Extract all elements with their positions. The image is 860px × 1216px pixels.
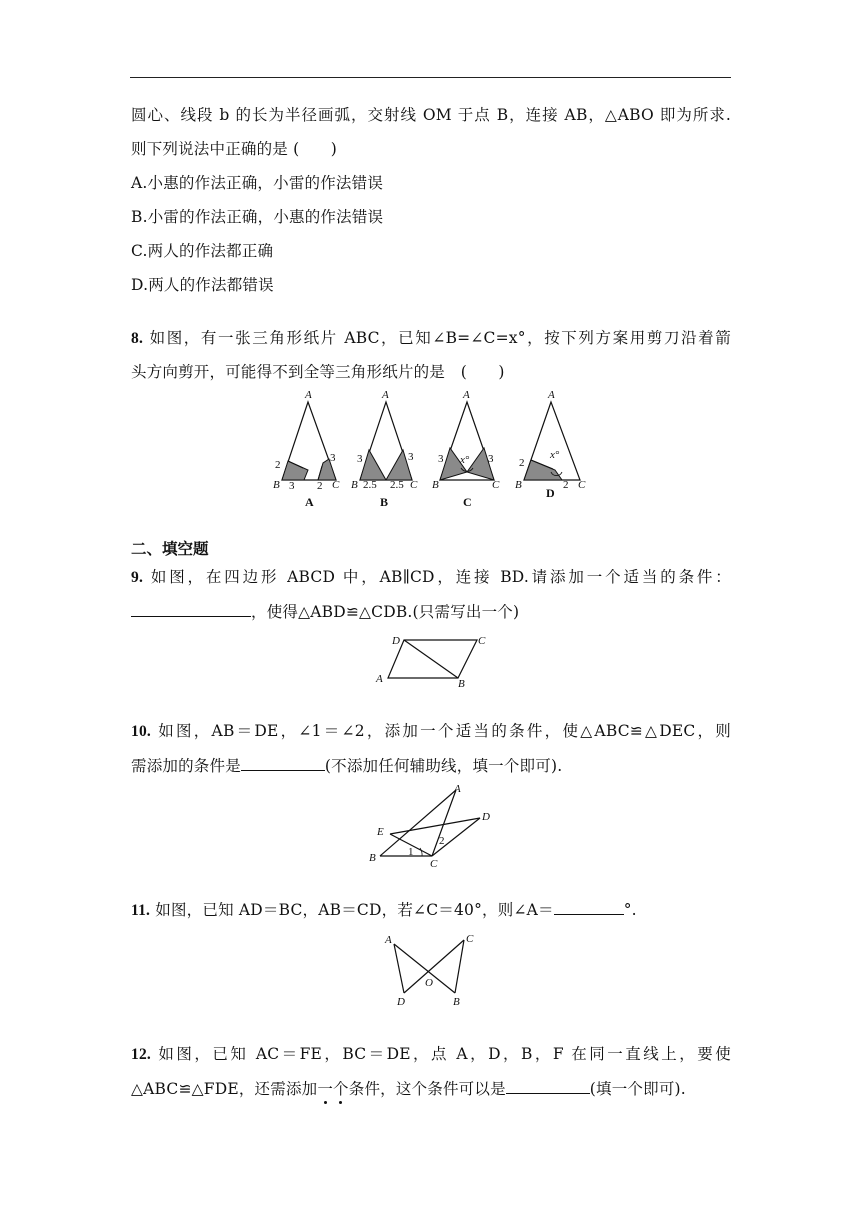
q9-number: 9. bbox=[131, 569, 144, 586]
vertex-label: A bbox=[463, 389, 470, 401]
emphasis-dot bbox=[339, 1101, 342, 1104]
vertex-label: A bbox=[385, 934, 392, 946]
length-label: 2.5 bbox=[390, 479, 404, 491]
q8-panel-d bbox=[515, 389, 586, 500]
vertex-label: C bbox=[578, 479, 586, 491]
q12-text1: 如图，已知 AC＝FE，BC＝DE，点 A，D，B，F 在同一直线上，要使 bbox=[158, 1045, 731, 1063]
vertex-label: D bbox=[482, 811, 490, 823]
q10-line1 bbox=[131, 720, 731, 743]
vertex-label: B bbox=[351, 479, 358, 491]
panel-label: C bbox=[463, 495, 472, 509]
section-title: 二、填空题 bbox=[131, 539, 209, 558]
length-label: 2 bbox=[317, 480, 323, 492]
header-rule bbox=[130, 77, 731, 78]
q10-figure bbox=[362, 782, 502, 872]
q11-text2: °. bbox=[623, 901, 637, 919]
q8-line2: 头方向剪开，可能得不到全等三角形纸片的是 ( ) bbox=[131, 363, 505, 381]
vertex-label: B bbox=[369, 852, 376, 864]
vertex-label: C bbox=[466, 933, 474, 945]
vertex-label: B bbox=[458, 678, 465, 690]
q9-figure bbox=[370, 630, 500, 690]
q12-number: 12. bbox=[131, 1046, 151, 1063]
angle-label: 2 bbox=[439, 835, 445, 847]
vertex-label: A bbox=[305, 389, 312, 401]
emphasis-dot bbox=[324, 1101, 327, 1104]
q7-option-c[interactable]: C.两人的作法都正确 bbox=[131, 242, 274, 260]
q11-number: 11. bbox=[131, 902, 151, 919]
length-label: 2 bbox=[275, 459, 281, 471]
panel-label: A bbox=[305, 495, 314, 509]
length-label: 3 bbox=[408, 451, 414, 463]
q9-answer-blank[interactable] bbox=[131, 600, 251, 617]
vertex-label: B bbox=[515, 479, 522, 491]
q9-line2 bbox=[131, 600, 519, 623]
q12-text2: △ABC≌△FDE，还需添加 bbox=[131, 1080, 318, 1098]
vertex-label: C bbox=[430, 858, 438, 870]
q8-panel-c bbox=[432, 389, 500, 509]
vertex-label: C bbox=[332, 479, 340, 491]
q8-line1 bbox=[131, 327, 731, 350]
vertex-label: A bbox=[376, 673, 383, 685]
q12-text4: (填一个即可). bbox=[589, 1080, 686, 1098]
q12-line1 bbox=[131, 1043, 731, 1066]
q12-emphasis bbox=[317, 1080, 348, 1098]
length-label: 2.5 bbox=[363, 479, 377, 491]
q8-number: 8. bbox=[131, 330, 144, 347]
vertex-label: C bbox=[492, 479, 500, 491]
vertex-label: A bbox=[454, 783, 461, 795]
length-label: 3 bbox=[488, 453, 494, 465]
q10-text2: 需添加的条件是 bbox=[131, 757, 241, 775]
vertex-label: A bbox=[548, 389, 555, 401]
q7-option-a[interactable]: A.小惠的作法正确，小雷的作法错误 bbox=[131, 174, 384, 192]
vertex-label: D bbox=[392, 635, 400, 647]
angle-label: x° bbox=[550, 449, 560, 461]
vertex-label: C bbox=[410, 479, 418, 491]
q10-answer-blank[interactable] bbox=[241, 754, 325, 771]
q9-text1: 如图，在四边形 ABCD 中，AB∥CD，连接 BD.请添加一个适当的条件： bbox=[150, 568, 731, 586]
panel-label: D bbox=[546, 486, 555, 500]
q11-answer-blank[interactable] bbox=[554, 898, 624, 915]
q7-question: 则下列说法中正确的是 ( ) bbox=[131, 140, 338, 158]
q9-text2: ，使得△ABD≌△CDB.(只需写出一个) bbox=[251, 603, 520, 621]
vertex-label: B bbox=[432, 479, 439, 491]
q12-emphasis-text: 一个 bbox=[317, 1080, 349, 1098]
q9-line1 bbox=[131, 566, 731, 589]
vertex-label: C bbox=[478, 635, 486, 647]
vertex-label: B bbox=[453, 996, 460, 1008]
q12-line2 bbox=[131, 1077, 686, 1100]
panel-label: B bbox=[380, 495, 389, 509]
q10-number: 10. bbox=[131, 723, 151, 740]
q8-figure bbox=[270, 388, 600, 513]
q11-text1: 如图，已知 AD＝BC，AB＝CD，若∠C＝40°，则∠A＝ bbox=[155, 901, 554, 919]
length-label: 2 bbox=[519, 457, 525, 469]
length-label: 3 bbox=[289, 480, 295, 492]
vertex-label: A bbox=[382, 389, 389, 401]
q10-text3: (不添加任何辅助线，填一个即可). bbox=[324, 757, 563, 775]
angle-label: x° bbox=[460, 454, 470, 466]
length-label: 3 bbox=[330, 452, 336, 464]
q7-option-d[interactable]: D.两人的作法都错误 bbox=[131, 276, 274, 294]
q11-line bbox=[131, 898, 637, 922]
vertex-label: O bbox=[425, 977, 433, 989]
q8-panel-b bbox=[351, 389, 418, 509]
q7-option-b[interactable]: B.小雷的作法正确，小惠的作法错误 bbox=[131, 208, 384, 226]
angle-label: 1 bbox=[408, 846, 414, 858]
q8-panel-a bbox=[273, 389, 340, 509]
q7-text-line: 圆心、线段 b 的长为半径画弧，交射线 OM 于点 B，连接 AB，△ABO 即为所求. bbox=[131, 106, 731, 124]
q8-text1: 如图，有一张三角形纸片 ABC，已知∠B=∠C=x°，按下列方案用剪刀沿着箭 bbox=[149, 329, 731, 347]
q12-text3: 条件，这个条件可以是 bbox=[348, 1080, 506, 1098]
q10-line2 bbox=[131, 754, 562, 777]
length-label: 2 bbox=[563, 479, 569, 491]
q12-answer-blank[interactable] bbox=[506, 1077, 590, 1094]
vertex-label: B bbox=[273, 479, 280, 491]
q10-text1: 如图，AB＝DE，∠1＝∠2，添加一个适当的条件，使△ABC≌△DEC，则 bbox=[158, 722, 731, 740]
length-label: 3 bbox=[357, 453, 363, 465]
length-label: 3 bbox=[438, 453, 444, 465]
vertex-label: E bbox=[377, 826, 384, 838]
q11-figure bbox=[380, 928, 490, 1008]
vertex-label: D bbox=[397, 996, 405, 1008]
